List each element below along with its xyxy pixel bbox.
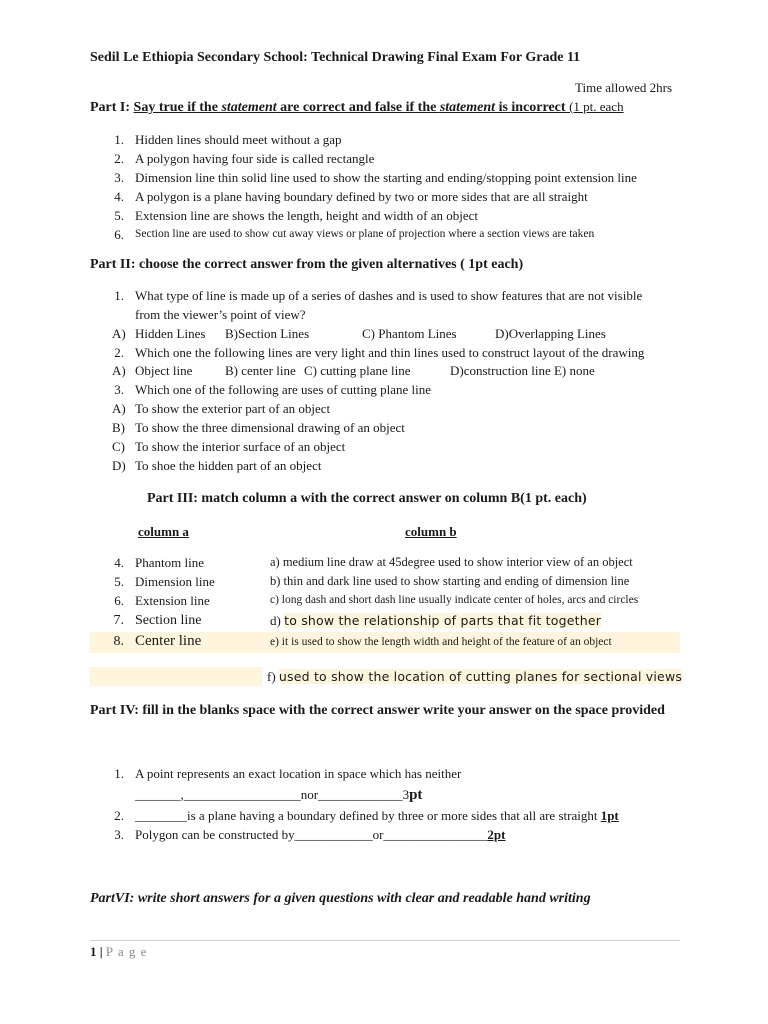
option-a: Hidden Lines bbox=[135, 326, 206, 341]
column-b-item: c) long dash and short dash line usually indicate center of holes, arcs and circles bbox=[270, 594, 639, 606]
fill-blank: ________is a plane having a boundary defined by three or more sides that all are straight 1pt bbox=[135, 808, 619, 823]
highlight-band bbox=[90, 667, 262, 686]
question-number: 1. bbox=[114, 132, 124, 147]
column-b-item: d) to show the relationship of parts that fit together bbox=[270, 613, 602, 628]
question-number: 2. bbox=[114, 151, 124, 166]
option-text: To show the exterior part of an object bbox=[135, 401, 331, 416]
question-text: What type of line is made up of a series of dashes and is used to show features that are not visible bbox=[135, 288, 643, 303]
column-a-item: Section line bbox=[135, 613, 202, 628]
option-text: To shoe the hidden part of an object bbox=[135, 458, 322, 473]
footer-divider bbox=[90, 940, 680, 941]
option-label: B) bbox=[112, 420, 125, 435]
question-text: A polygon is a plane having boundary defined by two or more sides that are all straight bbox=[135, 189, 588, 204]
option-label: A) bbox=[112, 363, 126, 378]
option-d: D)Overlapping Lines bbox=[495, 326, 606, 341]
question-text: Section line are used to show cut away views or plane of projection where a section views are taken bbox=[135, 228, 595, 240]
part1-heading: Part I: Say true if the statement are correct and false if the statement is incorrect (1 pt. each bbox=[90, 99, 624, 115]
part4-heading: Part IV: fill in the blanks space with the correct answer write your answer on the space provided bbox=[90, 703, 665, 718]
part6-heading: PartVI: write short answers for a given questions with clear and readable hand writing bbox=[90, 891, 591, 906]
question-number: 6. bbox=[114, 227, 124, 242]
question-number: 3. bbox=[114, 170, 124, 185]
fill-blank: _______,__________________nor_____________3pt bbox=[135, 787, 423, 803]
option-d: D)construction line E) none bbox=[450, 363, 595, 378]
question-text: Dimension line thin solid line used to show the starting and ending/stopping point extension line bbox=[135, 170, 637, 185]
column-a-item: Center line bbox=[135, 633, 202, 649]
question-number: 1. bbox=[114, 766, 124, 781]
column-b-item: e) it is used to show the length width and height of the feature of an object bbox=[270, 636, 612, 648]
question-text: Which one of the following are uses of cutting plane line bbox=[135, 382, 432, 397]
page-footer: 1 | P a g e bbox=[90, 944, 148, 959]
column-a-item: Extension line bbox=[135, 593, 210, 608]
column-a-item: Dimension line bbox=[135, 574, 215, 589]
question-number: 3. bbox=[114, 827, 124, 842]
column-b-item: a) medium line draw at 45degree used to show interior view of an object bbox=[270, 555, 633, 569]
option-b: B) center line bbox=[225, 363, 296, 378]
column-b-item: b) thin and dark line used to show starting and ending of dimension line bbox=[270, 574, 630, 588]
option-label: C) bbox=[112, 439, 125, 454]
question-text: Extension line are shows the length, height and width of an object bbox=[135, 208, 478, 223]
question-text: A polygon having four side is called rectangle bbox=[135, 151, 375, 166]
question-number: 2. bbox=[114, 808, 124, 823]
part2-heading: Part II: choose the correct answer from the given alternatives ( 1pt each) bbox=[90, 257, 524, 272]
question-number: 4. bbox=[114, 189, 124, 204]
question-number: 1. bbox=[114, 288, 124, 303]
match-number: 8. bbox=[113, 634, 124, 649]
exam-title: Sedil Le Ethiopia Secondary School: Technical Drawing Final Exam For Grade 11 bbox=[90, 50, 581, 65]
time-allowed: Time allowed 2hrs bbox=[575, 80, 673, 95]
question-text: from the viewer’s point of view? bbox=[135, 307, 306, 322]
column-a-item: Phantom line bbox=[135, 555, 204, 570]
question-number: 5. bbox=[114, 208, 124, 223]
column-a-header: column a bbox=[138, 524, 189, 539]
question-number: 3. bbox=[114, 382, 124, 397]
question-number: 2. bbox=[114, 345, 124, 360]
option-label: A) bbox=[112, 401, 126, 416]
option-text: To show the interior surface of an object bbox=[135, 439, 346, 454]
question-text: Hidden lines should meet without a gap bbox=[135, 132, 342, 147]
part3-heading: Part III: match column a with the correct answer on column B(1 pt. each) bbox=[147, 491, 587, 506]
option-text: To show the three dimensional drawing of an object bbox=[135, 420, 405, 435]
column-b-header: column b bbox=[405, 524, 457, 539]
option-b: B)Section Lines bbox=[225, 326, 310, 341]
match-number: 5. bbox=[114, 574, 124, 589]
question-text: A point represents an exact location in space which has neither bbox=[135, 766, 462, 781]
match-number: 4. bbox=[114, 555, 124, 570]
option-c: C) cutting plane line bbox=[304, 363, 411, 378]
option-a: Object line bbox=[135, 363, 193, 378]
question-text: Which one the following lines are very light and thin lines used to construct layout of the drawing bbox=[135, 345, 645, 360]
option-c: C) Phantom Lines bbox=[362, 326, 457, 341]
match-number: 6. bbox=[114, 593, 124, 608]
fill-blank: Polygon can be constructed by____________or________________2pt bbox=[135, 827, 506, 842]
match-number: 7. bbox=[113, 613, 124, 628]
option-label: A) bbox=[112, 326, 126, 341]
column-b-item: f) used to show the location of cutting planes for sectional views bbox=[267, 669, 683, 684]
option-label: D) bbox=[112, 458, 126, 473]
